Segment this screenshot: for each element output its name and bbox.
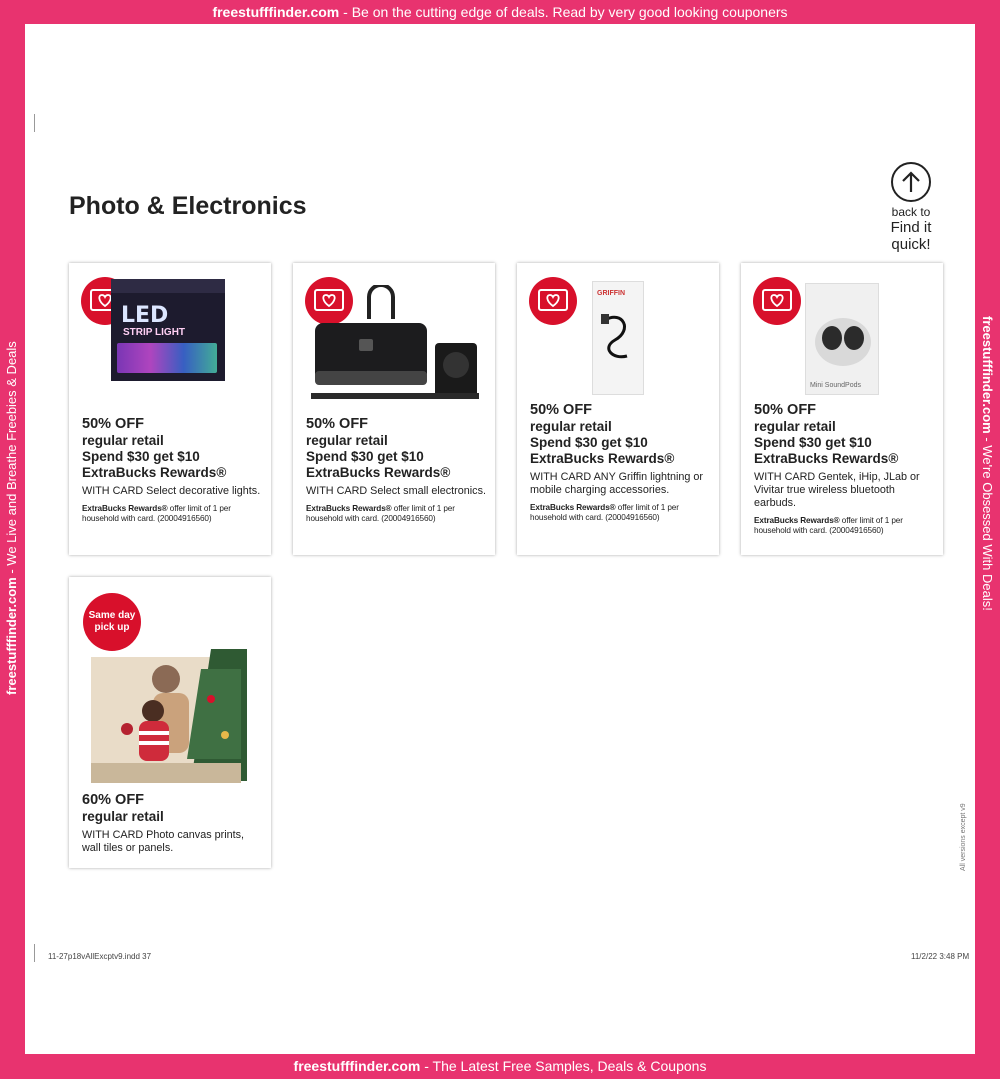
offer-line-1: Spend $30 get $10 [530,435,648,450]
right-banner-text: - We're Obsessed With Deals! [980,433,995,611]
retail-label: regular retail [754,419,836,434]
discount: 50% OFF [754,402,817,418]
photo-canvas-product-image [91,649,247,783]
extrabucks-badge [753,277,801,325]
find-label: Find it [890,219,932,236]
right-side-banner [978,316,996,656]
led-text: LED [121,303,169,328]
earbuds-product-image [805,283,879,395]
offer-line-2: ExtraBucks Rewards® [82,465,227,480]
deal-card-photo-canvas[interactable] [69,577,271,868]
griffin-brand: GRIFFIN [597,290,625,297]
soundpods-label: Mini SoundPods [810,382,861,389]
heart-ticket-icon [762,289,792,313]
discount: 50% OFF [530,402,593,418]
discount: 60% OFF [82,792,145,808]
discount: 50% OFF [82,416,145,432]
offer-description: WITH CARD Select small electronics. [306,485,486,497]
charging-stand-product-image [311,285,481,413]
quick-label: quick! [891,236,931,253]
retail-label: regular retail [82,809,164,824]
offer-line-1: Spend $30 get $10 [82,449,200,464]
offer-line-2: ExtraBucks Rewards® [530,451,675,466]
left-banner-site[interactable]: freestufffinder.com [4,577,19,695]
left-side-banner [3,285,21,695]
left-banner-text: - We Live and Breathe Freebies & Deals [4,341,19,578]
strip-light-text: STRIP LIGHT [123,327,186,338]
deal-card-wireless-earbuds[interactable] [741,263,943,555]
deal-card-decorative-lights[interactable] [69,263,271,555]
same-day-pickup-badge: Same day pick up [83,593,141,651]
ad-page [25,24,975,1054]
file-slug: 11-27p18vAllExcptv9.indd 37 [48,952,152,961]
print-timestamp: 11/2/22 3:48 PM [911,952,970,961]
offer-line-2: ExtraBucks Rewards® [754,451,899,466]
arrow-up-icon [891,162,931,202]
extrabucks-badge [529,277,577,325]
top-banner-site[interactable]: freestufffinder.com [212,4,340,20]
versions-note: All versions except v9 [960,803,967,871]
offer-description: WITH CARD Gentek, iHip, JLab or Vivitar true wireless bluetooth earbuds. [754,471,920,509]
offer-line-1: Spend $30 get $10 [754,435,872,450]
offer-description: WITH CARD Select decorative lights. [82,485,261,497]
discount: 50% OFF [306,416,369,432]
offer-description: WITH CARD Photo canvas prints, wall tiles or panels. [82,829,245,854]
top-banner-text: - Be on the cutting edge of deals. Read by very good looking couponers [339,4,788,20]
fine-print: ExtraBucks Rewards® offer limit of 1 per household with card. (20004916560) [82,504,231,523]
offer-description: WITH CARD ANY Griffin lightning or mobile charging accessories. [530,471,704,496]
back-to-find-it-link[interactable] [881,162,941,253]
retail-label: regular retail [82,433,164,448]
crop-mark [34,944,35,962]
bottom-banner [0,1054,1000,1079]
bottom-banner-text: - The Latest Free Samples, Deals & Coupons [420,1058,707,1074]
offer-line-2: ExtraBucks Rewards® [306,465,451,480]
led-strip-product-image [111,279,225,381]
retail-label: regular retail [530,419,612,434]
deal-card-small-electronics[interactable] [293,263,495,555]
deal-card-griffin-charging[interactable] [517,263,719,555]
section-title: Photo & Electronics [69,192,307,220]
offer-line-1: Spend $30 get $10 [306,449,424,464]
top-banner [0,0,1000,24]
heart-ticket-icon [538,289,568,313]
griffin-cable-product-image [592,281,644,395]
right-banner-site[interactable]: freestufffinder.com [980,316,995,434]
crop-mark [34,114,35,132]
fine-print: ExtraBucks Rewards® offer limit of 1 per household with card. (20004916560) [754,516,903,535]
bottom-banner-site[interactable]: freestufffinder.com [293,1058,421,1074]
back-label: back to [891,205,931,219]
fine-print: ExtraBucks Rewards® offer limit of 1 per household with card. (20004916560) [306,504,455,523]
retail-label: regular retail [306,433,388,448]
fine-print: ExtraBucks Rewards® offer limit of 1 per household with card. (20004916560) [530,503,679,522]
